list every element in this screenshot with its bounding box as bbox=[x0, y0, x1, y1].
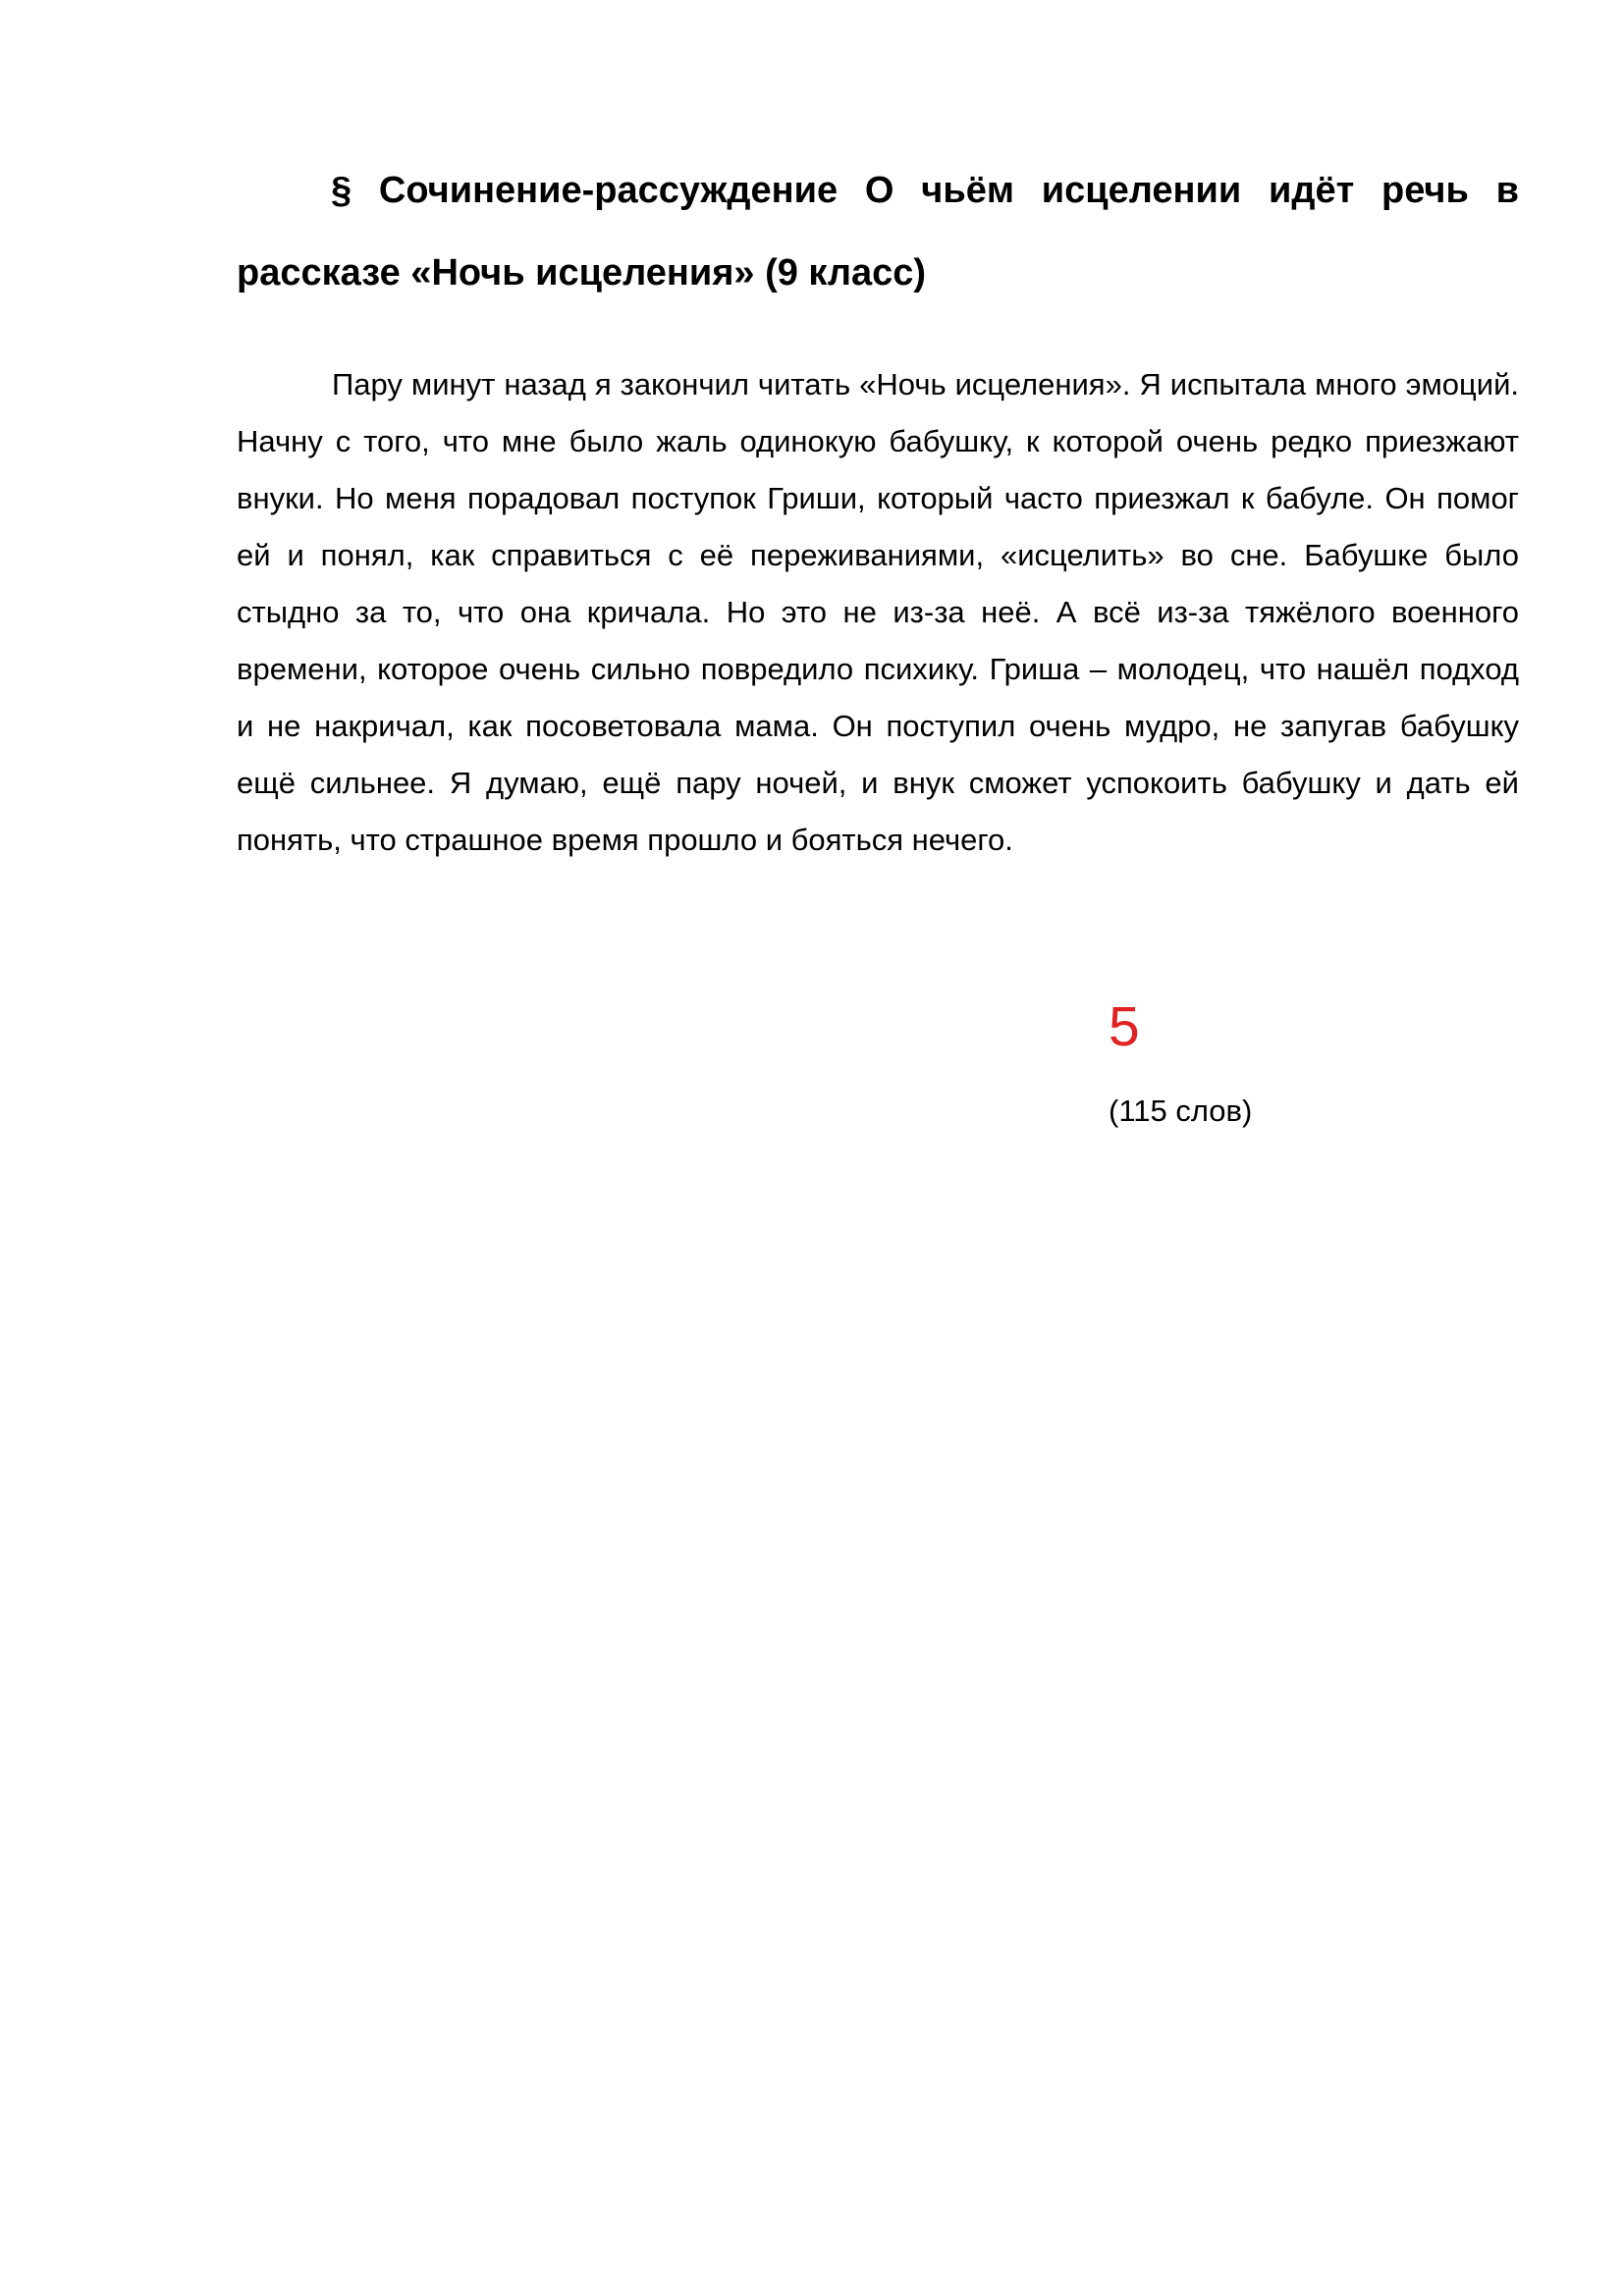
essay-title: § Сочинение-рассуждение О чьём исцелении идёт речь в рассказе «Ночь исцеления» (9 класс) bbox=[237, 170, 1519, 294]
word-count: (115 слов) bbox=[1109, 1094, 1253, 1128]
grade-mark: 5 bbox=[1109, 995, 1140, 1058]
essay-body: Пару минут назад я закончил читать «Ночь исцеления». Я испытала много эмоций. Начну с того, что мне было жаль одинокую бабушку, к которой очень редко приезжают внуки. Но меня порадовал поступок Гриши, который часто приезжал к бабуле. Он помог ей и понял, как справиться с её переживаниями, «исцелить» во сне. Бабушке было стыдно за то, что она кричала. Но это не из-за неё. А всё из-за тяжёлого военного времени, которое очень сильно повредило психику. Гриша – молодец, что нашёл подход и не накричал, как посоветовала мама. Он поступил очень мудро, не запугав бабушку ещё сильнее. Я думаю, ещё пару ночей, и внук сможет успокоить бабушку и дать ей понять, что страшное время прошло и бояться нечего. bbox=[237, 367, 1519, 857]
